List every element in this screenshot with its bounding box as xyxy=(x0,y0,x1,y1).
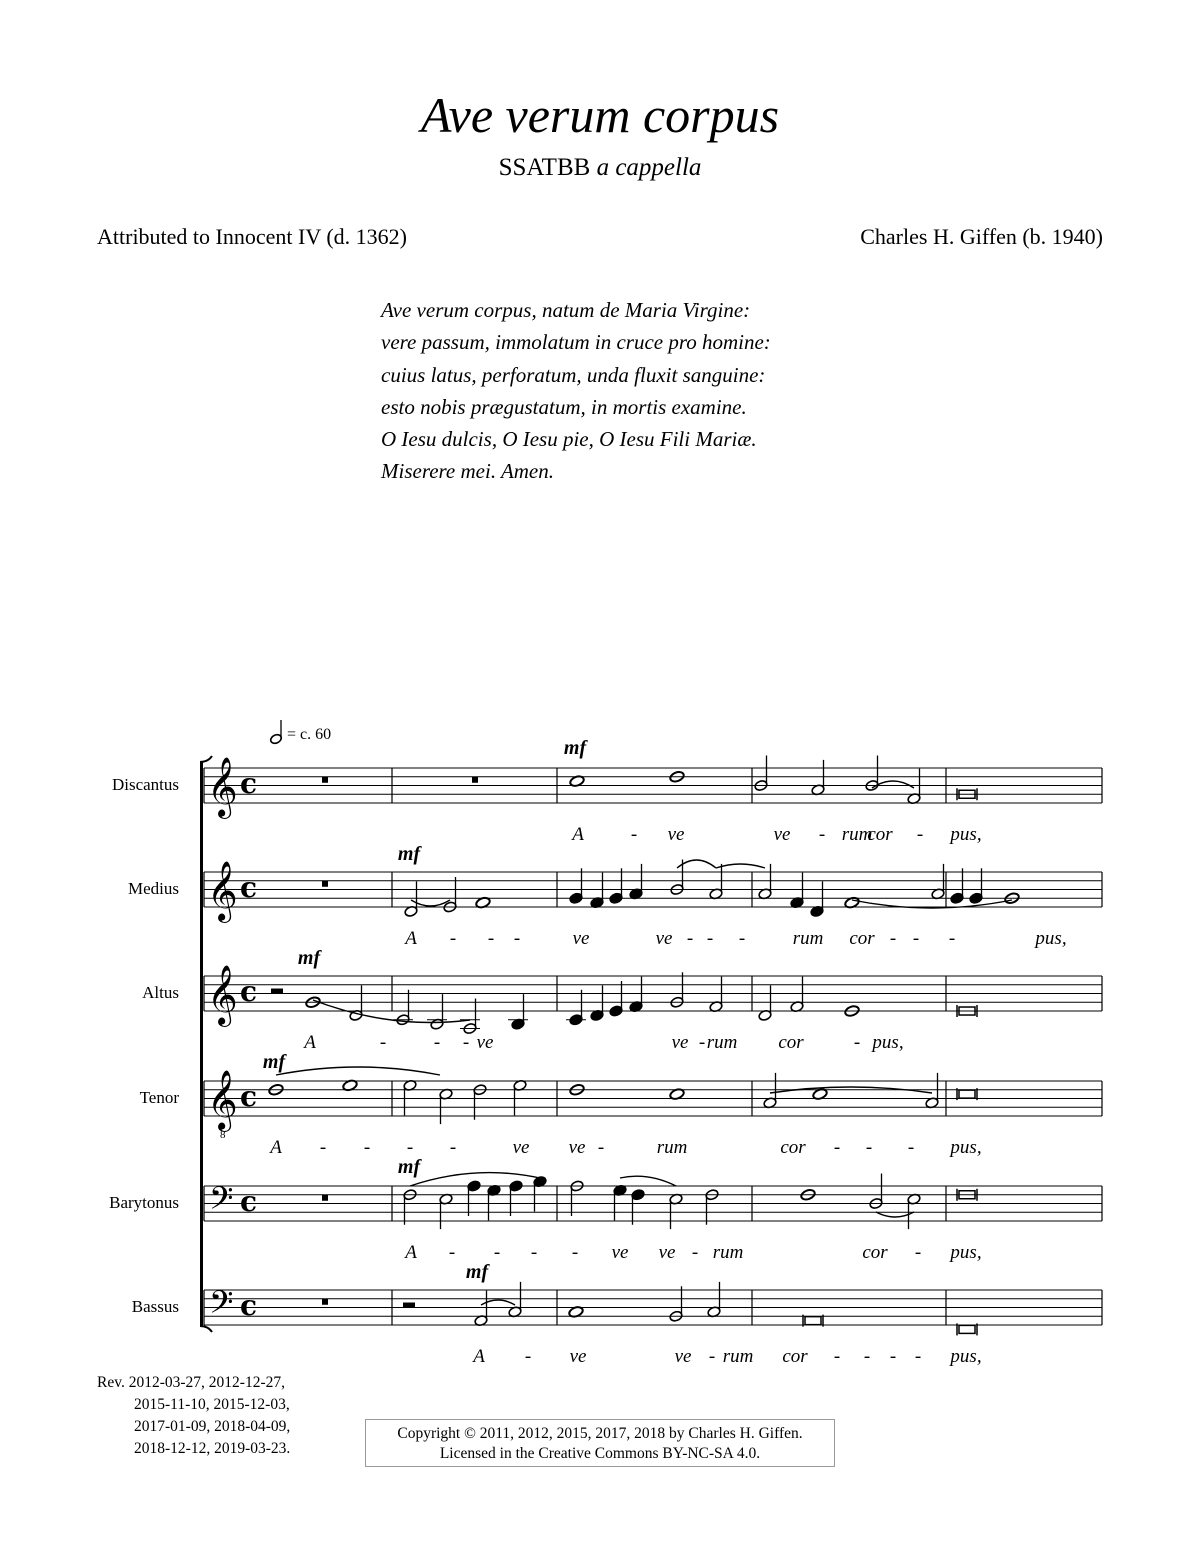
bass-clef-icon: 𝄢 xyxy=(209,1284,234,1328)
whole-rest xyxy=(322,1195,328,1201)
lyric-syllable: - xyxy=(597,1137,605,1158)
lyric-syllable: A xyxy=(405,1242,417,1263)
voice-name: Barytonus xyxy=(109,1193,179,1212)
octave-8-mark: 8 xyxy=(220,1129,226,1141)
lyric-syllable: ve xyxy=(658,1242,676,1263)
breve-note-head xyxy=(805,1317,821,1325)
lyric-syllable: ve xyxy=(611,1242,629,1263)
license-line: Licensed in the Creative Commons BY-NC-SA 4.0. xyxy=(439,1445,761,1462)
lyric-syllable: pus, xyxy=(1035,928,1067,949)
lyric-syllable: - xyxy=(863,1346,871,1367)
lyric-syllable: A xyxy=(473,1346,485,1367)
slur xyxy=(872,781,914,788)
revision-line: 2018-12-12, 2019-03-23. xyxy=(134,1440,291,1457)
lyric-syllable: - xyxy=(363,1137,371,1158)
dynamic-marking: mf xyxy=(465,1261,489,1283)
lyric-syllable: - xyxy=(833,1346,841,1367)
dynamic-marking: mf xyxy=(262,1051,286,1073)
lyric-syllable: - xyxy=(818,824,826,845)
lyric-syllable: - xyxy=(524,1346,532,1367)
whole-rest xyxy=(322,881,328,887)
treble-clef-icon: 𝄞 xyxy=(207,861,238,921)
revision-line: Rev. 2012-03-27, 2012-12-27, xyxy=(97,1374,285,1391)
lyric-syllable: ve xyxy=(512,1137,530,1158)
treble-clef-icon: 𝄞 xyxy=(207,965,238,1025)
whole-rest xyxy=(322,777,328,783)
lyric-syllable: pus, xyxy=(950,824,982,845)
lyric-syllable: - xyxy=(449,1137,457,1158)
lyric-syllable: - xyxy=(433,1032,441,1053)
time-signature: c xyxy=(240,1185,258,1218)
lyric-syllable: - xyxy=(379,1032,387,1053)
lyric-syllable: rum xyxy=(841,824,873,845)
lyric-syllable: - xyxy=(914,1346,922,1367)
lyric-syllable: - xyxy=(319,1137,327,1158)
lyric-syllable: - xyxy=(914,1242,922,1263)
lyric-syllable: - xyxy=(708,1346,716,1367)
lyric-syllable: A xyxy=(405,928,417,949)
score-title: Ave verum corpus xyxy=(420,87,780,143)
lyric-syllable: - xyxy=(449,928,457,949)
lyric-syllable: - xyxy=(493,1242,501,1263)
lyric-syllable: - xyxy=(907,1137,915,1158)
lyric-syllable: - xyxy=(686,928,694,949)
lyric-syllable: - xyxy=(889,1346,897,1367)
lyric-syllable: pus, xyxy=(950,1346,982,1367)
lyric-syllable: - xyxy=(912,928,920,949)
dynamic-marking: mf xyxy=(563,737,587,759)
voice-name: Bassus xyxy=(131,1297,179,1316)
text-line: esto nobis prægustatum, in mortis examine. xyxy=(381,394,747,419)
whole-rest xyxy=(472,777,478,783)
lyric-syllable: - xyxy=(865,1137,873,1158)
system-bracket xyxy=(200,762,203,1326)
lyric-syllable: - xyxy=(406,1137,414,1158)
lyric-syllable: - xyxy=(738,928,746,949)
lyric-syllable: cor xyxy=(862,1242,888,1263)
lyric-syllable: cor xyxy=(867,824,893,845)
text-line: Miserere mei. Amen. xyxy=(381,459,555,484)
lyric-syllable: - xyxy=(448,1242,456,1263)
lyric-syllable: - xyxy=(853,1032,861,1053)
voicing: SSATBB xyxy=(498,154,591,181)
whole-rest xyxy=(322,1299,328,1305)
time-signature: c xyxy=(240,1080,258,1113)
lyric-syllable: pus, xyxy=(950,1137,982,1158)
lyric-syllable: ve xyxy=(674,1346,692,1367)
lyric-syllable: A xyxy=(270,1137,282,1158)
revision-history xyxy=(97,1372,290,1460)
text-line: Ave verum corpus, natum de Maria Virgine: xyxy=(381,298,751,322)
dynamic-marking: mf xyxy=(397,843,421,865)
time-signature: c xyxy=(240,1289,258,1322)
lyric-syllable: rum xyxy=(722,1346,754,1367)
lyric-syllable: rum xyxy=(712,1242,744,1263)
voicing-style: a cappella xyxy=(596,154,702,181)
voice-name: Tenor xyxy=(139,1088,179,1107)
lyric-syllable: - xyxy=(462,1032,470,1053)
time-signature: c xyxy=(240,871,258,904)
lyric-syllable: ve xyxy=(667,824,685,845)
lyric-syllable: - xyxy=(706,928,714,949)
lyric-syllable: ve xyxy=(568,1137,586,1158)
lyric-syllable: - xyxy=(691,1242,699,1263)
revision-line: 2015-11-10, 2015-12-03, xyxy=(134,1396,290,1413)
lyric-syllable: cor xyxy=(778,1032,804,1053)
lyric-syllable: - xyxy=(487,928,495,949)
treble-clef-icon: 𝄞 xyxy=(207,757,238,817)
lyric-syllable: rum xyxy=(706,1032,738,1053)
lyric-syllable: - xyxy=(948,928,956,949)
lyric-syllable: rum xyxy=(792,928,824,949)
lyric-syllable: - xyxy=(630,824,638,845)
voice-name: Altus xyxy=(142,983,179,1002)
breve-note-head xyxy=(959,1090,975,1098)
composer-credit: Charles H. Giffen (b. 1940) xyxy=(860,224,1103,249)
poet-attribution: Attributed to Innocent IV (d. 1362) xyxy=(97,224,407,249)
voice-name: Medius xyxy=(128,879,179,898)
voice-name: Discantus xyxy=(111,775,179,794)
lyric-syllable: ve xyxy=(655,928,673,949)
lyric-syllable: A xyxy=(572,824,584,845)
slur xyxy=(716,864,765,868)
lyric-syllable: ve xyxy=(476,1032,494,1053)
lyric-syllable: - xyxy=(916,824,924,845)
lyric-syllable: - xyxy=(571,1242,579,1263)
lyric-syllable: rum xyxy=(656,1137,688,1158)
copyright-box xyxy=(365,1419,835,1467)
dynamic-marking: mf xyxy=(297,947,321,969)
lyric-syllable: cor xyxy=(782,1346,808,1367)
lyric-syllable: - xyxy=(530,1242,538,1263)
half-rest xyxy=(403,1303,415,1308)
slur xyxy=(620,1176,676,1186)
lyric-syllable: ve xyxy=(773,824,791,845)
lyric-syllable: ve xyxy=(572,928,590,949)
tempo-marking: = c. 60 xyxy=(287,726,332,743)
revision-line: 2017-01-09, 2018-04-09, xyxy=(134,1418,291,1435)
breve-note-head xyxy=(959,1325,975,1333)
copyright-line: Copyright © 2011, 2012, 2015, 2017, 2018 by Charles H. Giffen. xyxy=(397,1425,803,1442)
bass-clef-icon: 𝄢 xyxy=(209,1180,234,1224)
time-signature: c xyxy=(240,767,258,800)
lyric-syllable: ve xyxy=(569,1346,587,1367)
slur xyxy=(276,1067,440,1075)
text-line: cuius latus, perforatum, unda fluxit sanguine: xyxy=(381,362,766,387)
lyric-syllable: A xyxy=(304,1032,316,1053)
lyric-syllable: pus, xyxy=(872,1032,904,1053)
lyric-syllable: - xyxy=(889,928,897,949)
treble-clef-icon: 𝄞 xyxy=(207,1070,238,1130)
lyric-syllable: cor xyxy=(849,928,875,949)
text-line: vere passum, immolatum in cruce pro homine: xyxy=(381,330,771,355)
text-line: O Iesu dulcis, O Iesu pie, O Iesu Fili Mariæ. xyxy=(381,427,757,452)
lyric-syllable: - xyxy=(698,1032,706,1053)
lyric-syllable: ve xyxy=(671,1032,689,1053)
lyric-syllable: - xyxy=(833,1137,841,1158)
time-signature: c xyxy=(240,975,258,1008)
lyric-syllable: cor xyxy=(780,1137,806,1158)
dynamic-marking: mf xyxy=(397,1156,421,1178)
half-rest xyxy=(271,989,283,994)
lyric-syllable: - xyxy=(513,928,521,949)
lyric-syllable: pus, xyxy=(950,1242,982,1263)
